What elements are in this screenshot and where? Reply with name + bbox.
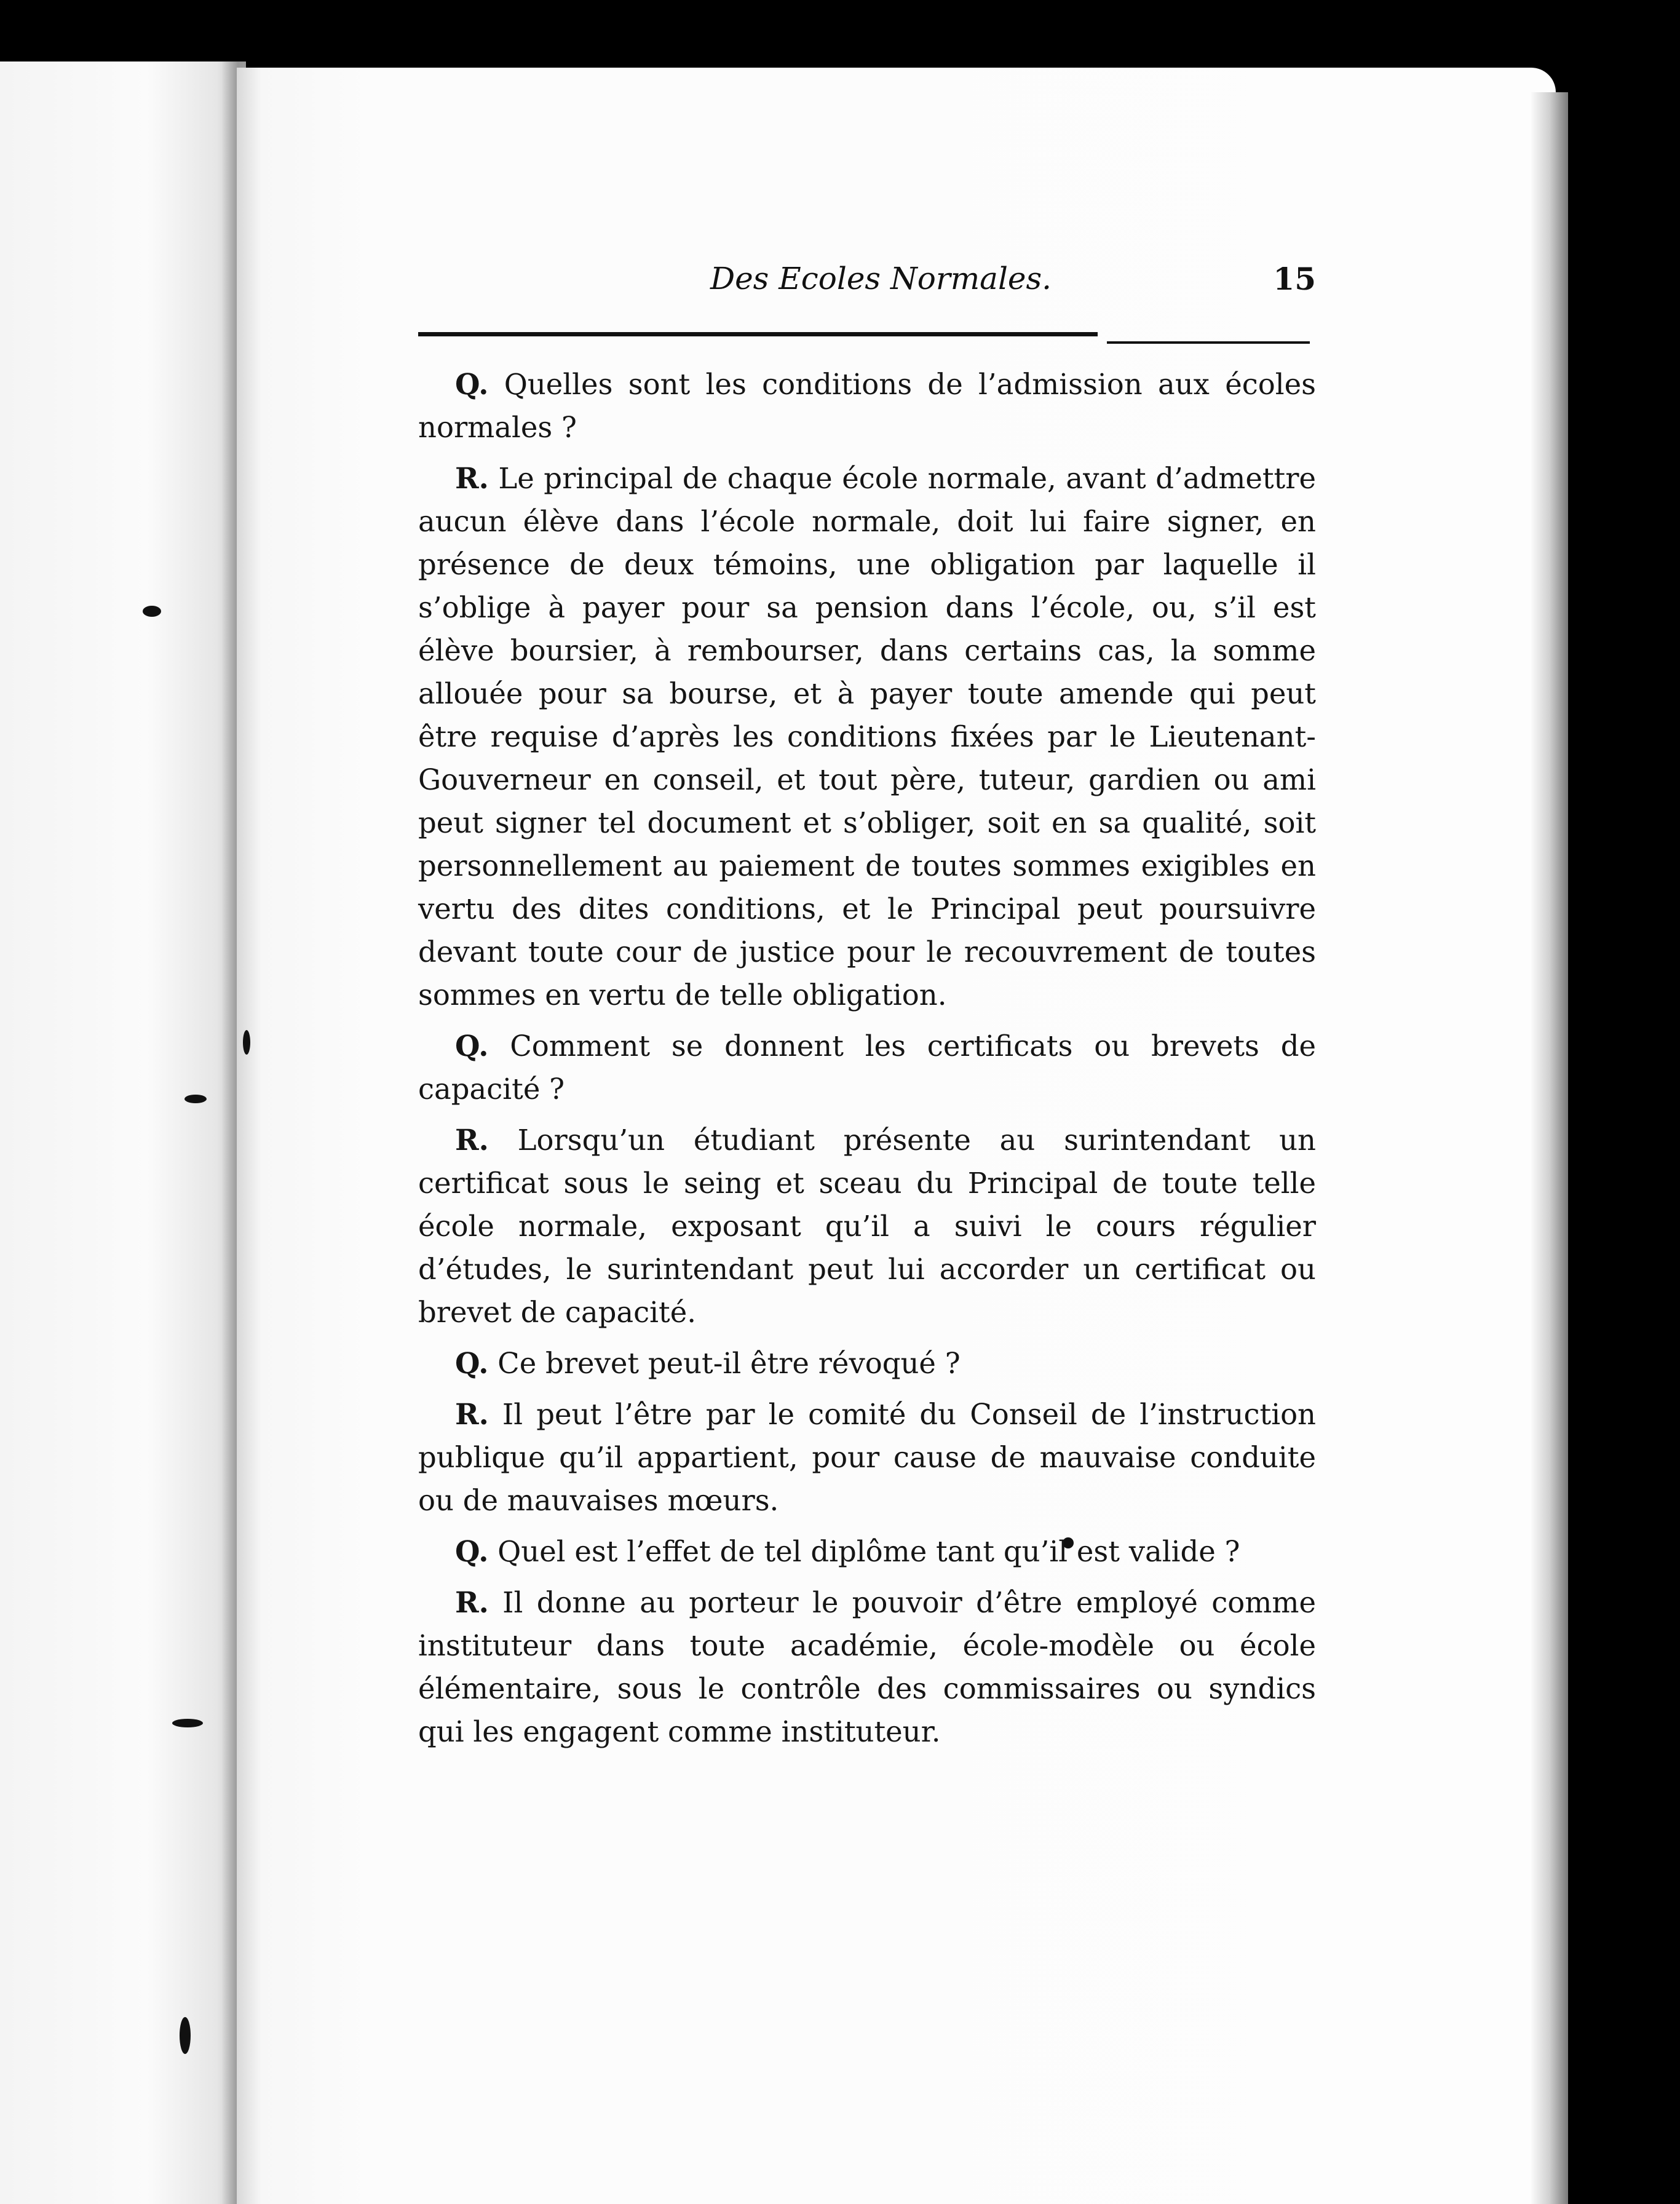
paragraph-text: Lorsqu’un étudiant présente au surintendant un certificat sous le seing et sceau du Principal de toute telle école normale, exposant qu’il a suivi le cours régulier d’études, le surintendant peut lui accorder un certificat ou brevet de capacité.	[418, 1124, 1317, 1329]
paragraph-text: Ce brevet peut-il être révoqué ?	[497, 1347, 961, 1380]
binding-mark	[143, 606, 161, 617]
binding-mark	[184, 1095, 207, 1103]
answer-paragraph	[418, 1393, 1316, 1522]
question-label: Q.	[455, 1534, 489, 1568]
paragraph-text: Comment se donnent les certificats ou brevets de capacité ?	[418, 1029, 1316, 1106]
paragraph-text: Il peut l’être par le comité du Conseil de l’instruction publique qu’il appartient, pour cause de mauvaise conduite ou de mauvaises mœurs.	[418, 1398, 1317, 1517]
question-paragraph	[418, 1025, 1316, 1111]
question-paragraph	[418, 1530, 1316, 1573]
page-header	[418, 258, 1316, 320]
header-rule	[418, 332, 1098, 336]
paragraph-text: Le principal de chaque école normale, avant d’admettre aucun élève dans l’école normale, doit lui faire signer, en présence de deux témoins, une obligation par laquelle il s’oblige à payer pour sa pension dans l’école, ou, s’il est élève boursier, à rembourser, dans certains cas, la somme allouée pour sa bourse, et à payer toute amende qui peut être requise d’après les conditions fixées par le Lieutenant-Gouverneur en conseil, et tout père, tuteur, gardien ou ami peut signer tel document et s’obliger, soit en sa qualité, soit personnellement au paiement de toutes sommes exigibles en vertu des dites conditions, et le Principal peut poursuivre devant toute cour de justice pour le recouvrement de toutes sommes en vertu de telle obligation.	[418, 462, 1316, 1012]
answer-paragraph	[418, 457, 1316, 1017]
answer-label: R.	[455, 461, 489, 495]
answer-label: R.	[455, 1123, 489, 1157]
body-text	[418, 363, 1316, 1761]
binding-mark	[180, 2017, 191, 2054]
page-edge-shadow	[1531, 92, 1568, 2204]
facing-page-edge	[0, 61, 246, 2204]
answer-paragraph	[418, 1119, 1316, 1334]
paragraph-text: Quelles sont les conditions de l’admission aux écoles normales ?	[418, 368, 1317, 444]
header-rule-short	[1107, 341, 1310, 344]
paragraph-text: Quel est l’effet de tel diplôme tant qu’il est valide ?	[497, 1535, 1240, 1568]
binding-mark	[243, 1030, 250, 1055]
page-number: 15	[1273, 261, 1316, 297]
question-label: Q.	[455, 1346, 489, 1380]
binding-mark	[172, 1719, 203, 1727]
question-label: Q.	[455, 1029, 489, 1063]
answer-paragraph	[418, 1581, 1316, 1753]
question-label: Q.	[455, 367, 489, 401]
question-paragraph	[418, 363, 1316, 449]
running-title: Des Ecoles Normales.	[710, 261, 1052, 296]
answer-label: R.	[455, 1585, 489, 1619]
paragraph-text: Il donne au porteur le pouvoir d’être employé comme instituteur dans toute académie, école-modèle ou école élémentaire, sous le contrôle des commissaires ou syndics qui les engagent comme instituteur.	[418, 1586, 1316, 1748]
question-paragraph	[418, 1342, 1316, 1385]
answer-label: R.	[455, 1397, 489, 1431]
